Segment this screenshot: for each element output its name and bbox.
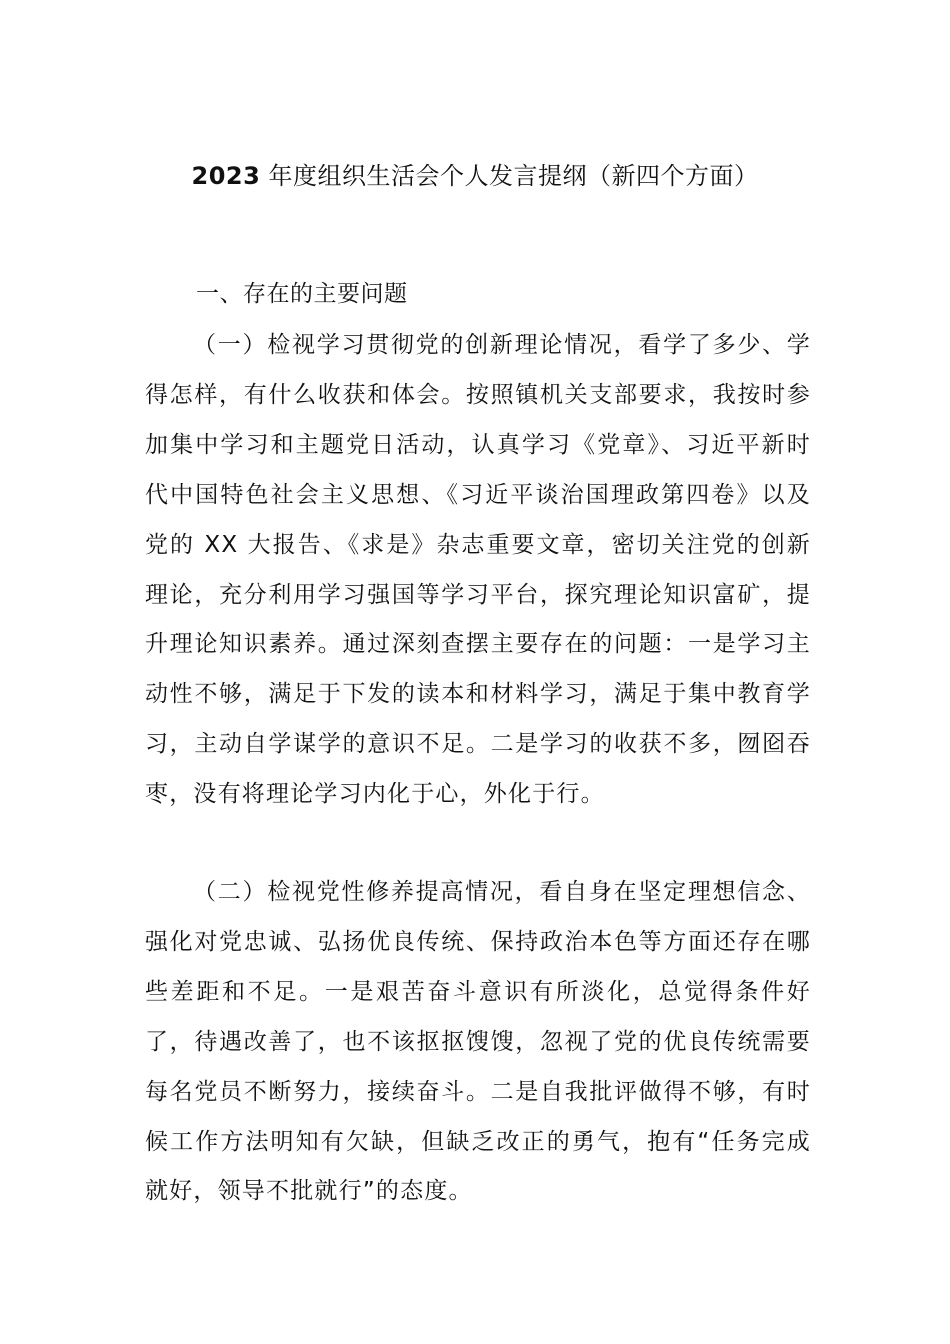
title-text: 年度组织生活会个人发言提纲（新四个方面） [260, 162, 759, 190]
document-title [0, 158, 950, 194]
title-year: 2023 [191, 162, 261, 190]
paragraph-2: （二）检视党性修养提高情况，看自身在坚定理想信念、强化对党忠诚、弘扬优良传统、保持政治本色等方面还存在哪些差距和不足。一是艰苦奋斗意识有所淡化，总觉得条件好了，待遇改善了，也不该抠抠馊馊，忽视了党的优良传统需要每名党员不断努力，接续奋斗。二是自我批评做得不够，有时候工作方法明知有欠缺，但缺乏改正的勇气，抱有“任务完成就好，领导不批就行”的态度。 [145, 879, 811, 1205]
paragraph-1: （一）检视学习贯彻党的创新理论情况，看学了多少、学得怎样，有什么收获和体会。按照镇机关支部要求，我按时参加集中学习和主题党日活动，认真学习《党章》、习近平新时代中国特色社会主义思想、《习近平谈治国理政第四卷》以及党的 XX 大报告、《求是》杂志重要文章，密切关注党的创新理论，充分利用学习强国等学习平台，探究理论知识富矿，提升理论知识素养。通过深刻查摆主要存在的问题：一是学习主动性不够，满足于下发的读本和材料学习，满足于集中教育学习，主动自学谋学的意识不足。二是学习的收获不多，囫囵吞枣，没有将理论学习内化于心，外化于行。 [145, 332, 811, 808]
section-heading: 一、存在的主要问题 [196, 281, 408, 307]
